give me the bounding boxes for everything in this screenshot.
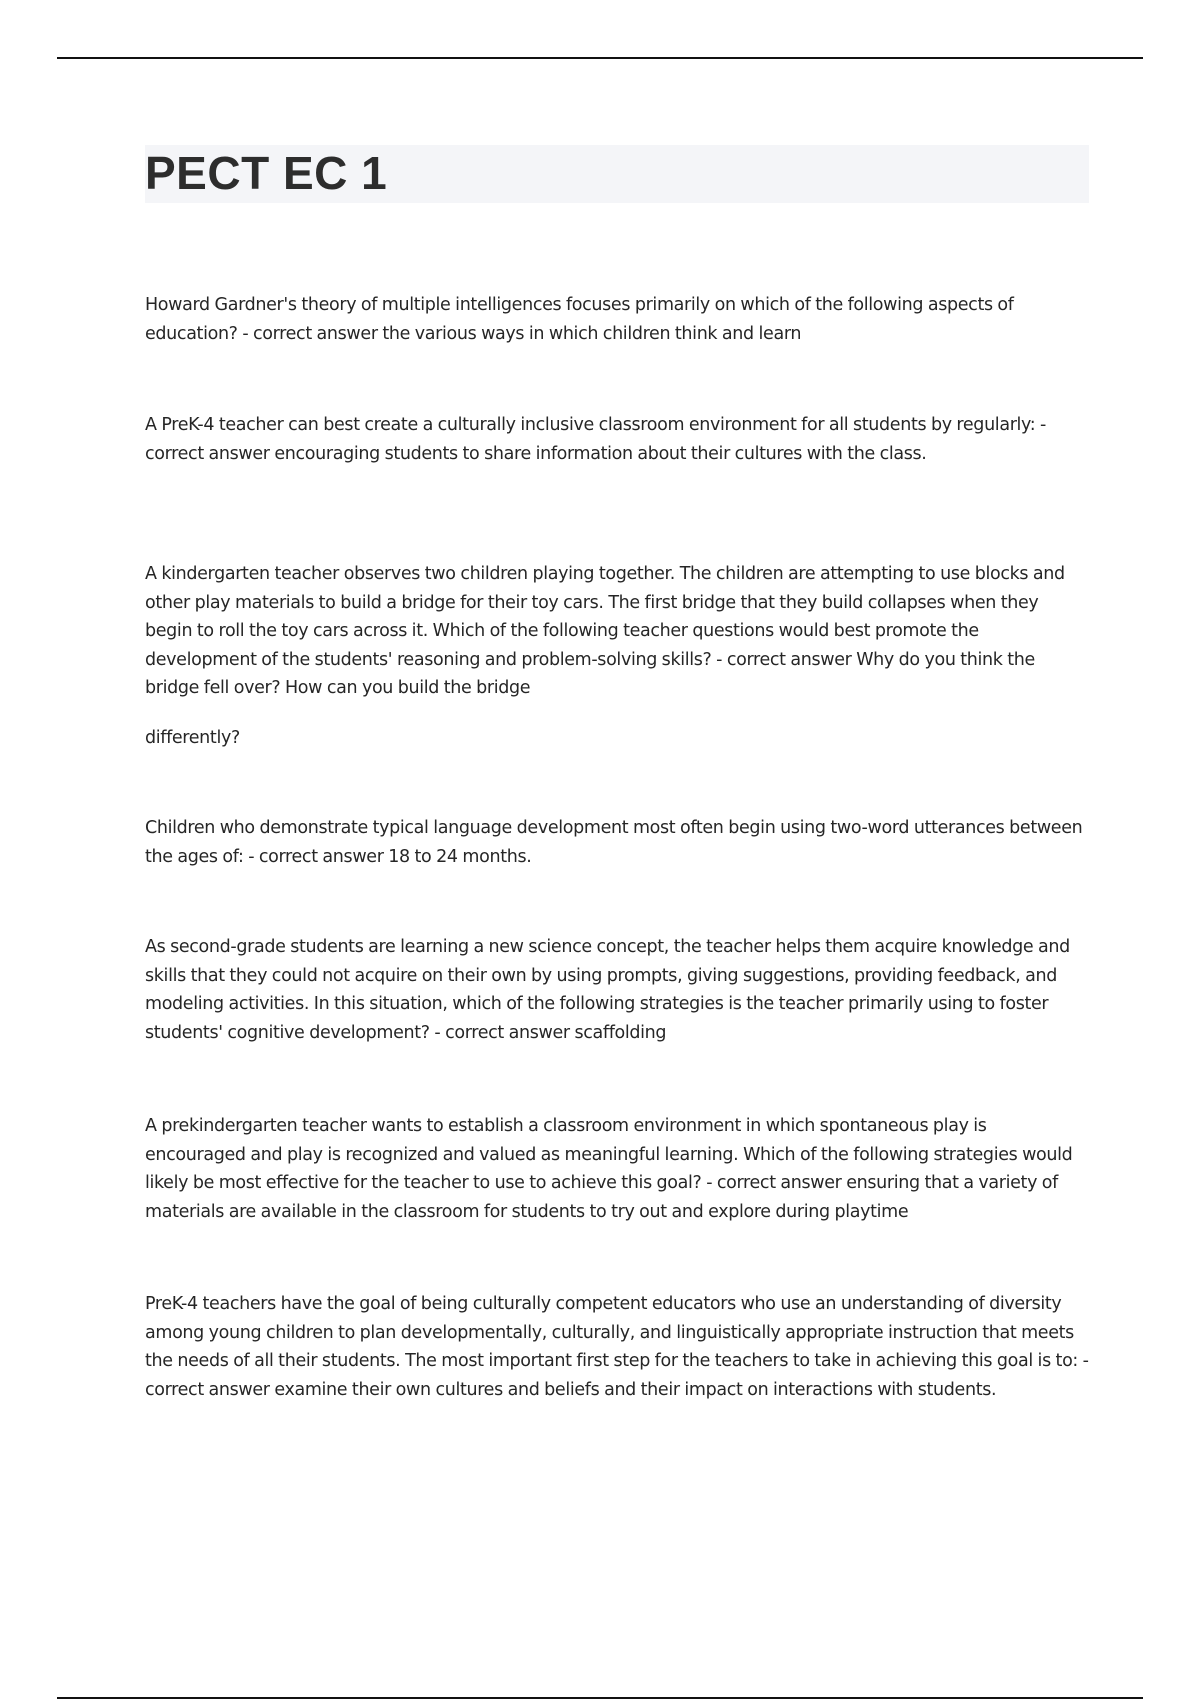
qa-entry: PreK-4 teachers have the goal of being culturally competent educators who use an understanding of diversity among young children to plan developmentally, culturally, and linguistically appropriate instruction that meets the needs of all their students. The most important first step for the teachers to take in achieving this goal is to: - correct answer examine their own cultures and beliefs and their impact on interactions with students. [145,1294,1089,1400]
qa-entry-continuation: differently? [145,728,240,748]
qa-entry: A kindergarten teacher observes two children playing together. The children are attempting to use blocks and other play materials to build a bridge for their toy cars. The first bridge that they build collapses when they begin to roll the toy cars across it. Which of the following teacher questions would best promote the development of the students' reasoning and problem-solving skills? - correct answer Why do you think the bridge fell over? How can you build the bridge [145,564,1065,698]
qa-entry: A prekindergarten teacher wants to establish a classroom environment in which spontaneous play is encouraged and play is recognized and valued as meaningful learning. Which of the following strategies would likely be most effective for the teacher to use to achieve this goal? - correct answer ensuring that a variety of materials are available in the classroom for students to try out and explore during playtime [145,1116,1073,1222]
page-title: PECT EC 1 [145,147,388,199]
footer-rule [57,1697,1143,1699]
qa-entry: Children who demonstrate typical language development most often begin using two-word utterances between the ages of: - correct answer 18 to 24 months. [145,818,1083,867]
qa-entry: A PreK-4 teacher can best create a culturally inclusive classroom environment for all students by regularly: - correct answer encouraging students to share information about their cultures with the class. [145,415,1047,464]
header-rule [57,57,1143,59]
qa-entry: As second-grade students are learning a new science concept, the teacher helps them acquire knowledge and skills that they could not acquire on their own by using prompts, giving suggestions, providing feedback, and modeling activities. In this situation, which of the following strategies is the teacher primarily using to foster students' cognitive development? - correct answer scaffolding [145,937,1070,1043]
qa-entry: Howard Gardner's theory of multiple intelligences focuses primarily on which of the following aspects of education? - correct answer the various ways in which children think and learn [145,295,1014,344]
